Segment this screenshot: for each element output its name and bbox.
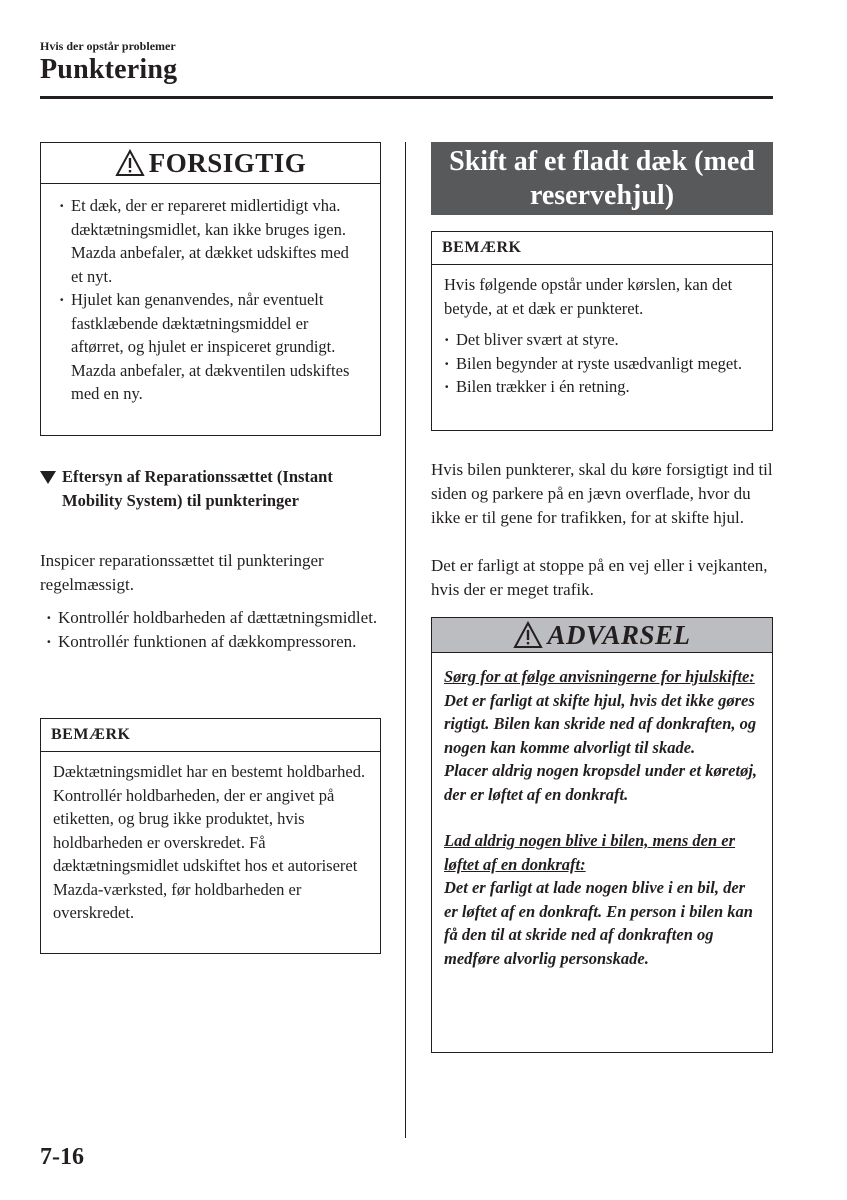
list-item: · Bilen begynder at ryste usædvanligt meget. [444,352,760,376]
note-title: BEMÆRK [432,232,772,265]
page-number: 7-16 [40,1144,84,1170]
note-body [432,265,772,405]
warning-text: Det er farligt at skifte hjul, hvis det ikke gøres rigtigt. Bilen kan skride ned af donkraften, og nogen kan komme alvorligt til skade. [444,690,757,757]
paragraph: Det er farligt at stoppe på en vej eller i vejkanten, hvis der er meget trafik. [431,556,768,599]
warning-triangle-icon [513,621,543,649]
list-item: · Kontrollér funktionen af dækkompressoren. [40,630,380,654]
note-title: BEMÆRK [41,719,380,752]
warning-subheading: Sørg for at følge anvisningerne for hjulskifte: [444,667,755,686]
check-list [40,606,380,654]
note-box [431,231,773,431]
caution-body [41,184,380,414]
note-intro: Hvis følgende opstår under kørslen, kan det betyde, at et dæk er punkteret. [444,275,733,318]
warning-subheading: Lad aldrig nogen blive i bilen, mens den er løftet af en donkraft: [444,831,736,874]
caution-item: · Et dæk, der er repareret midlertidigt vha. dæktætningsmidlet, kan ikke bruges igen. Mazda anbefaler, at dækket udskiftes med et nyt. [59,194,362,288]
paragraph: Hvis bilen punkterer, skal du køre forsigtigt ind til siden og parkere på en jævn overflade, hvor du ikke er til gene for trafikken, for at skifte hjul. [431,460,773,527]
subsection-heading [40,465,385,513]
intro-paragraph: Inspicer reparationssættet til punkteringer regelmæssigt. [40,551,324,594]
warning-body [432,653,772,976]
caution-item: · Hjulet kan genanvendes, når eventuelt fastklæbende dæktætningsmiddel er aftørret, og hjulet er inspiceret grundigt. Mazda anbefaler, at dækventilen udskiftes med en ny. [59,288,362,406]
warning-text: Det er farligt at lade nogen blive i en bil, der er løftet af en donkraft. En person i bilen kan få den til at skride ned af donkraften og medføre alvorlig personskade. [444,878,753,968]
subsection-heading-text: Eftersyn af Reparationssættet (Instant Mobility System) til punkteringer [62,467,333,510]
note-text: Dæktætningsmidlet har en bestemt holdbarhed. Kontrollér holdbarheden, der er angivet på etiketten, og brug ikke produktet, hvis holdbarheden er overskredet. Få dæktætningsmidlet udskiftet hos et autoriseret Mazda-værksted, før holdbarheden er overskredet. [53,762,366,922]
warning-triangle-icon [115,149,145,177]
list-item: · Det bliver svært at styre. [444,328,760,352]
section-label: Hvis der opstår problemer [40,39,176,53]
note-box [40,718,381,954]
caution-box [40,142,381,436]
page-title: Punktering [40,54,178,85]
list-item: · Bilen trækker i én retning. [444,375,760,399]
warning-title: ADVARSEL [547,619,691,650]
warning-header [432,618,772,653]
caution-title: FORSIGTIG [148,147,307,178]
column-divider [405,142,406,1138]
warning-box [431,617,773,1053]
title-divider [40,96,773,99]
caution-header [41,143,380,184]
warning-text: Placer aldrig nogen kropsdel under et køretøj, der er løftet af en donkraft. [444,761,758,804]
triangle-down-icon [40,471,56,484]
list-item: · Kontrollér holdbarheden af dættætningsmidlet. [40,606,380,630]
section-heading: Skift af et fladt dæk (med reservehjul) [431,142,773,215]
